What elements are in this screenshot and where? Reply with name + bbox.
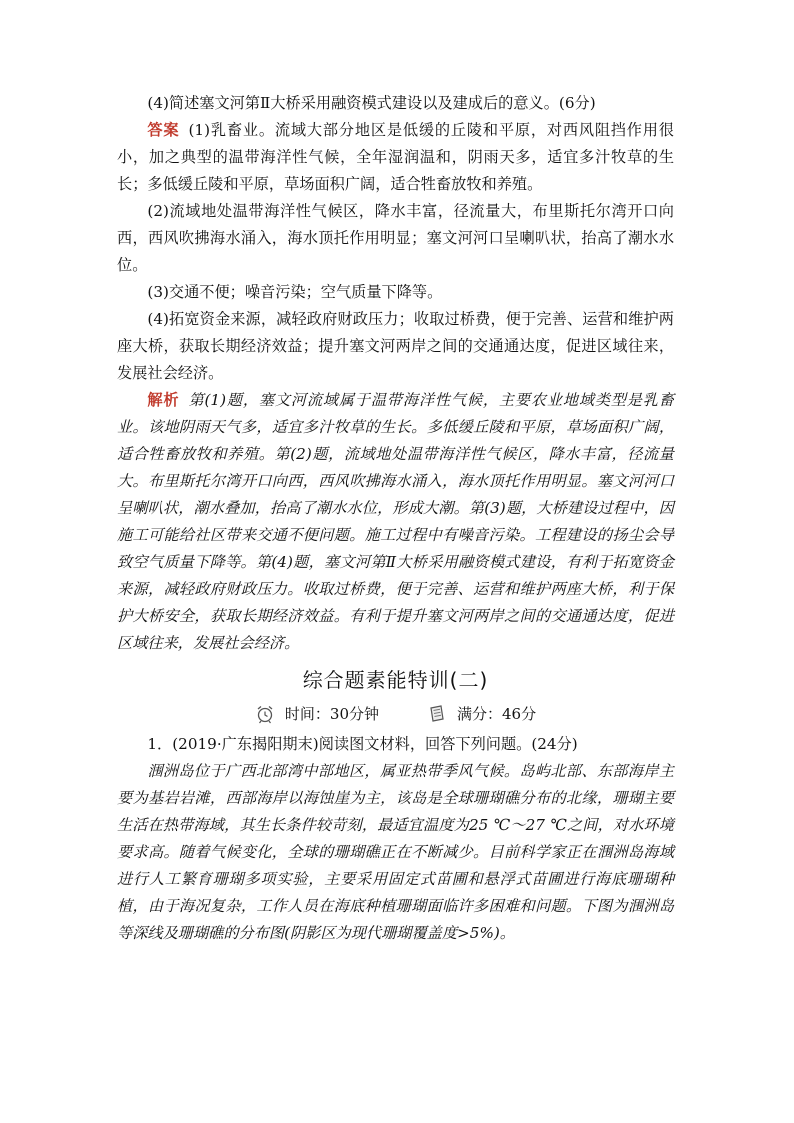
exam-meta	[117, 701, 674, 727]
answer-paragraph-3: (3)交通不便；噪音污染；空气质量下降等。	[147, 283, 443, 301]
answer-label: 答案	[147, 121, 180, 139]
section-title: 综合题素能特训(二)	[302, 668, 489, 692]
material-paragraph: 涠洲岛位于广西北部湾中部地区，属亚热带季风气候。岛屿北部、东部海岸主要为基岩岩滩，西部海岸以海蚀崖为主，该岛是全球珊瑚礁分布的北缘，珊瑚主要生活在热带海域，其生长条件较苛刻，最适宜温度为25 ℃～27 ℃之间，对水环境要求高。随着气候变化，全球的珊瑚礁正在不断减少。目前科学家正在涠洲岛海域进行人工繁育珊瑚多项实验，主要采用固定式苗圃和悬浮式苗圃进行海底珊瑚种植，由于海况复杂，工作人员在海底种植珊瑚面临许多困难和问题。下图为涠洲岛等深线及珊瑚礁的分布图(阴影区为现代珊瑚覆盖度>5%)。	[117, 762, 674, 942]
analysis-paragraph	[117, 387, 674, 657]
answer-paragraph-4: (4)拓宽资金来源，减轻政府财政压力；收取过桥费，便于完善、运营和维护两座大桥，获取长期经济效益；提升塞文河两岸之间的交通通达度，促进区域往来，发展社会经济。	[117, 310, 674, 382]
scroll-icon	[427, 704, 447, 724]
full-score: 满分：46分	[457, 705, 537, 723]
time-limit: 时间：30分钟	[284, 705, 379, 723]
question-4: (4)简述塞文河第Ⅱ大桥采用融资模式建设以及建成后的意义。(6分)	[147, 94, 596, 112]
document-page	[117, 90, 674, 947]
analysis-text: 第(1)题，塞文河流域属于温带海洋性气候，主要农业地域类型是乳畜业。该地阴雨天气多，适宜多汁牧草的生长。多低缓丘陵和平原，草场面积广阔，适合牲畜放牧和养殖。第(2)题，流域地处温带海洋性气候区，降水丰富，径流量大。布里斯托尔湾开口向西，西风吹拂海水涌入，海水顶托作用明显。塞文河河口呈喇叭状，潮水叠加，抬高了潮水水位，形成大潮。第(3)题，大桥建设过程中，因施工可能给社区带来交通不便问题。施工过程中有噪音污染。工程建设的扬尘会导致空气质量下降等。第(4)题，塞文河第Ⅱ大桥采用融资模式建设，有利于拓宽资金来源，减轻政府财政压力。收取过桥费，便于完善、运营和维护两座大桥，利于保护大桥安全，获取长期经济效益。有利于提升塞文河两岸之间的交通通达度，促进区域往来，发展社会经济。	[117, 391, 674, 652]
analysis-label: 解析	[147, 391, 180, 409]
question-1: 1．(2019·广东揭阳期末)阅读图文材料，回答下列问题。(24分)	[147, 735, 578, 753]
answer-paragraph-1	[117, 117, 674, 198]
answer-1-text: (1)乳畜业。流域大部分地区是低缓的丘陵和平原，对西风阻挡作用很小，加之典型的温带海洋性气候，全年湿润温和，阴雨天多，适宜多汁牧草的生长；多低缓丘陵和平原，草场面积广阔，适合牲畜放牧和养殖。	[117, 121, 674, 193]
answer-paragraph-2: (2)流域地处温带海洋性气候区，降水丰富，径流量大，布里斯托尔湾开口向西，西风吹拂海水涌入，海水顶托作用明显；塞文河河口呈喇叭状，抬高了潮水水位。	[117, 202, 674, 274]
alarm-clock-icon	[255, 704, 275, 724]
